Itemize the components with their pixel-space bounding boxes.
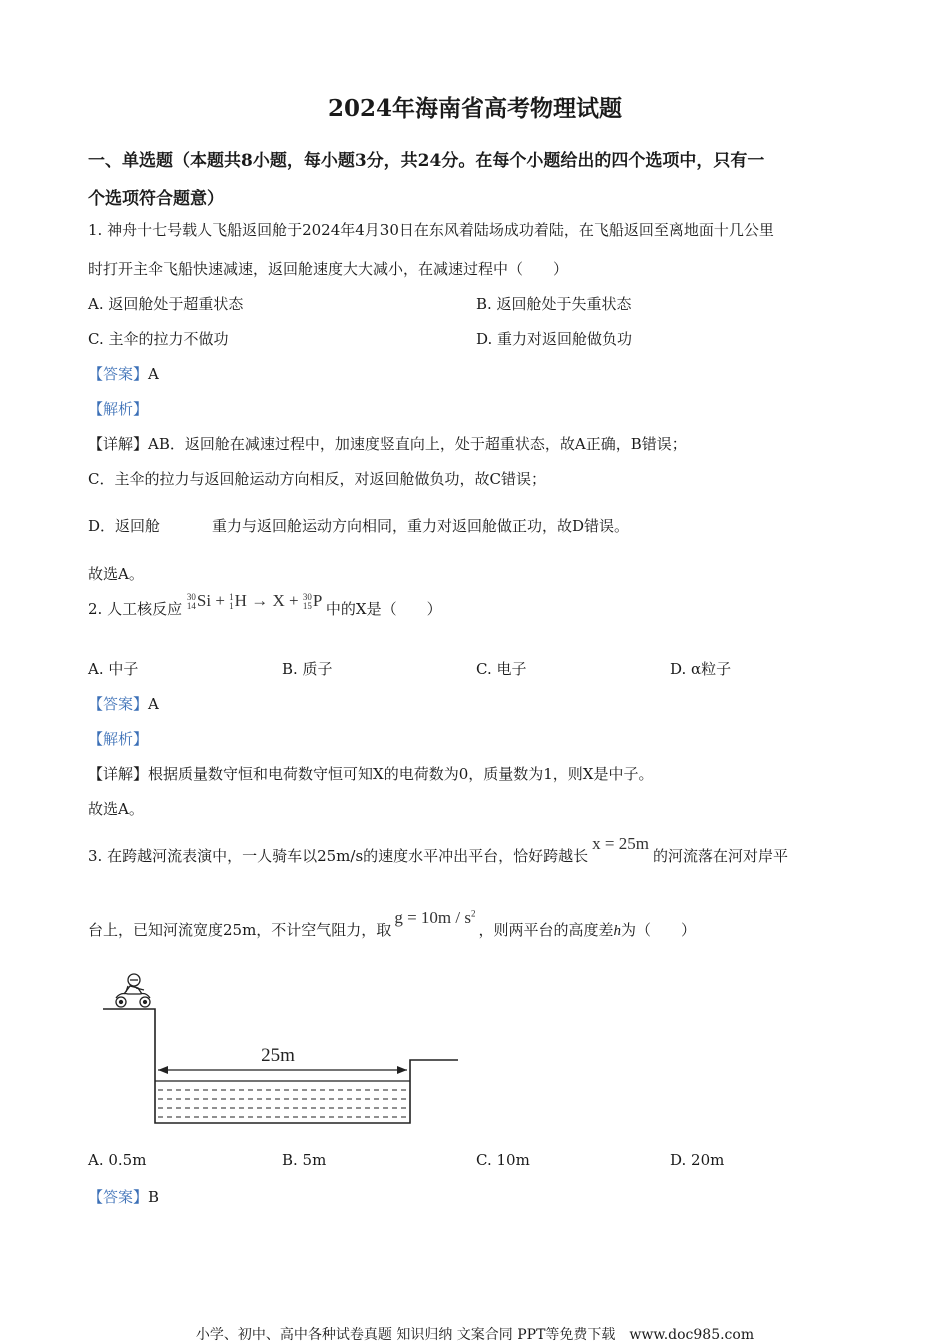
q1-detail-line2: C．主伞的拉力与返回舱运动方向相反，对返回舱做负功，故C错误； (88, 470, 546, 488)
q3-stem-line1 (88, 834, 788, 866)
arrow-left-icon (158, 1066, 168, 1074)
q1-detail-text: AB．返回舱在减速过程中，加速度竖直向上，处于超重状态，故A正确，B错误； (148, 435, 687, 453)
platform-outline (103, 1009, 458, 1123)
p-mass-number: 30 (302, 592, 312, 603)
q1-answer-tag: 【答案】 (88, 365, 149, 383)
si-mass-number: 30 (186, 592, 196, 603)
h-charge-number: 1 (229, 601, 234, 612)
q3-stem2-prefix: 台上，已知河流宽度25m，不计空气阻力，取 (88, 921, 392, 939)
h-mass-number: 1 (229, 592, 234, 603)
q2-detail-text: 根据质量数守恒和电荷数守恒可知X的电荷数为0，质量数为1，则X是中子。 (148, 765, 654, 783)
q2-option-d: D. α粒子 (670, 660, 732, 678)
q1-stem-line2: 时打开主伞飞船快速减速，返回舱速度大大减小，在减速过程中（ ） (88, 260, 569, 278)
water-body (158, 1090, 407, 1117)
q1-detail-line3b: 重力与返回舱运动方向相同，重力对返回舱做正功，故D错误。 (212, 517, 630, 535)
q3-stem-prefix: 3. 在跨越河流表演中，一人骑车以25m/s的速度水平冲出平台，恰好跨越长 (88, 847, 589, 865)
q3-answer-value: B (148, 1188, 160, 1206)
q1-option-a: A. 返回舱处于超重状态 (88, 295, 244, 313)
q1-detail-line1 (88, 433, 687, 454)
arrow-right-icon (397, 1066, 407, 1074)
q2-detail (88, 763, 653, 784)
figure-width-label: 25m (261, 1045, 295, 1066)
q2-stem-prefix: 2. 人工核反应 (88, 600, 183, 618)
formula-g (394, 908, 475, 927)
q3-answer-tag: 【答案】 (88, 1188, 149, 1206)
q2-answer (88, 693, 159, 714)
q2-stem-suffix: 中的X是（ ） (325, 600, 442, 618)
formula-g-exponent: 2 (470, 908, 476, 919)
h-symbol: H (234, 591, 247, 610)
q1-option-c: C. 主伞的拉力不做功 (88, 330, 229, 348)
q1-conclusion: 故选A。 (88, 565, 144, 583)
page-footer: 小学、初中、高中各种试卷真题 知识归纳 文案合同 PPT等免费下载 www.doc985.com (195, 1327, 755, 1343)
q2-answer-value: A (148, 695, 159, 713)
si-symbol: Si (196, 591, 212, 610)
q1-detail-line3a: D．返回舱 (88, 517, 161, 535)
q3-stem-suffix: 的河流落在河对岸平 (652, 847, 788, 865)
q1-option-b: B. 返回舱处于失重状态 (476, 295, 632, 313)
q1-answer-value: A (148, 365, 159, 383)
page-title: 2024年海南省高考物理试题 (327, 95, 622, 122)
formula-x: x = 25m (592, 834, 649, 853)
q2-answer-tag: 【答案】 (88, 695, 149, 713)
plus-sign: + (215, 591, 225, 610)
q1-analysis-tag: 【解析】 (88, 400, 149, 418)
q2-stem (88, 591, 442, 619)
q2-conclusion: 故选A。 (88, 800, 144, 818)
q2-analysis-tag: 【解析】 (88, 730, 149, 748)
q1-answer (88, 363, 159, 384)
q3-stem2-suffix: 为（ ） (620, 921, 696, 939)
q3-option-d: D. 20m (670, 1151, 725, 1169)
q2-option-b: B. 质子 (282, 660, 333, 678)
q3-stem-line2 (88, 908, 696, 940)
height-variable: h (613, 923, 621, 939)
p-charge-number: 15 (302, 601, 312, 612)
x-symbol: X (272, 591, 285, 610)
q1-stem-line1: 1. 神舟十七号载人飞船返回舱于2024年4月30日在东风着陆场成功着陆，在飞船返回至离地面十几公里 (88, 221, 774, 239)
q3-stem2-mid: ，则两平台的高度差 (478, 921, 614, 939)
q2-option-c: C. 电子 (476, 660, 527, 678)
q1-detail-tag: 【详解】 (88, 435, 149, 453)
arrow-icon: → (251, 591, 269, 610)
q2-nuclear-equation (187, 591, 326, 610)
q3-answer (88, 1186, 159, 1207)
section-heading-line2: 个选项符合题意） (88, 189, 224, 209)
si-charge-number: 14 (186, 601, 196, 612)
q1-option-d: D. 重力对返回舱做负功 (476, 330, 633, 348)
plus-sign: + (288, 591, 299, 610)
section-heading-line1: 一、单选题（本题共8小题，每小题3分，共24分。在每个小题给出的四个选项中，只有一 (88, 151, 765, 171)
q3-option-c: C. 10m (476, 1151, 530, 1169)
p-symbol: P (312, 591, 322, 610)
formula-g-text: g = 10m / s (394, 908, 471, 927)
q2-detail-tag: 【详解】 (88, 765, 149, 783)
q3-option-a: A. 0.5m (88, 1151, 147, 1169)
q3-option-b: B. 5m (282, 1151, 327, 1169)
motorcycle-rider-icon (116, 974, 150, 1007)
river-jump-figure (100, 968, 470, 1133)
q2-option-a: A. 中子 (88, 660, 139, 678)
